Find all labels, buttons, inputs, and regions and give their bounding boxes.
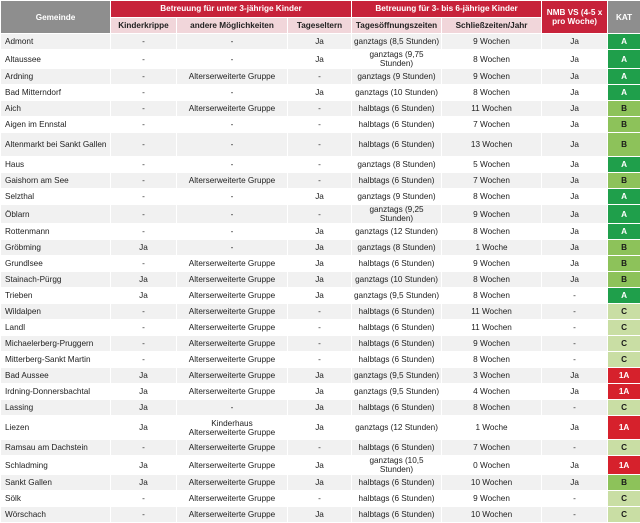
andere-cell: - xyxy=(177,240,288,256)
schliesszeiten-cell: 11 Wochen xyxy=(442,101,542,117)
andere-cell: Alterserweiterte Gruppe xyxy=(177,384,288,400)
tageseltern-cell: Ja xyxy=(288,384,352,400)
schliesszeiten-cell: 9 Wochen xyxy=(442,69,542,85)
kinderkrippe-cell: Ja xyxy=(111,240,177,256)
nmb-cell: - xyxy=(542,491,608,507)
table-row xyxy=(1,117,640,133)
kinderkrippe-cell: Ja xyxy=(111,384,177,400)
schliesszeiten-cell: 8 Wochen xyxy=(442,224,542,240)
col-header-kinderkrippe[interactable]: Kinderkrippe xyxy=(111,17,177,34)
nmb-cell: Ja xyxy=(542,272,608,288)
nmb-cell: Ja xyxy=(542,368,608,384)
table-row xyxy=(1,352,640,368)
oeffnungszeiten-cell: ganztags (12 Stunden) xyxy=(352,416,442,440)
oeffnungszeiten-cell: halbtags (6 Stunden) xyxy=(352,256,442,272)
oeffnungszeiten-cell: ganztags (10 Stunden) xyxy=(352,85,442,101)
gemeinde-cell: Altaussee xyxy=(1,50,111,69)
gemeinde-cell: Liezen xyxy=(1,416,111,440)
andere-cell: Alterserweiterte Gruppe xyxy=(177,304,288,320)
andere-cell: Alterserweiterte Gruppe xyxy=(177,272,288,288)
schliesszeiten-cell: 8 Wochen xyxy=(442,288,542,304)
schliesszeiten-cell: 11 Wochen xyxy=(442,304,542,320)
gemeinde-cell: Aigen im Ennstal xyxy=(1,117,111,133)
nmb-cell: Ja xyxy=(542,475,608,491)
oeffnungszeiten-cell: halbtags (6 Stunden) xyxy=(352,507,442,523)
gemeinde-cell: Michaelerberg-Pruggern xyxy=(1,336,111,352)
col-header-schliesszeiten[interactable]: Schließzeiten/Jahr xyxy=(442,17,542,34)
table-row xyxy=(1,157,640,173)
table-row xyxy=(1,50,640,69)
table-row xyxy=(1,224,640,240)
andere-cell: Alterserweiterte Gruppe xyxy=(177,320,288,336)
table-row xyxy=(1,133,640,157)
tageseltern-cell: - xyxy=(288,352,352,368)
nmb-cell: - xyxy=(542,336,608,352)
col-header-nmb[interactable]: NMB VS (4-5 x pro Woche) xyxy=(542,1,608,34)
table-row xyxy=(1,240,640,256)
table-row xyxy=(1,368,640,384)
gemeinde-cell: Landl xyxy=(1,320,111,336)
kat-badge: 1A xyxy=(608,368,640,384)
kinderkrippe-cell: - xyxy=(111,352,177,368)
oeffnungszeiten-cell: halbtags (6 Stunden) xyxy=(352,304,442,320)
nmb-cell: Ja xyxy=(542,117,608,133)
kat-badge: A xyxy=(608,157,640,173)
kat-badge: 1A xyxy=(608,416,640,440)
andere-cell: Alterserweiterte Gruppe xyxy=(177,368,288,384)
schliesszeiten-cell: 1 Woche xyxy=(442,240,542,256)
tageseltern-cell: Ja xyxy=(288,85,352,101)
kat-badge: C xyxy=(608,304,640,320)
nmb-cell: Ja xyxy=(542,256,608,272)
table-row xyxy=(1,456,640,475)
kinderkrippe-cell: - xyxy=(111,440,177,456)
andere-cell: Alterserweiterte Gruppe xyxy=(177,173,288,189)
table-row xyxy=(1,288,640,304)
kat-badge: A xyxy=(608,288,640,304)
andere-cell: - xyxy=(177,205,288,224)
gemeinde-cell: Haus xyxy=(1,157,111,173)
col-header-tageseltern[interactable]: Tageseltern xyxy=(288,17,352,34)
tageseltern-cell: - xyxy=(288,157,352,173)
gemeinde-cell: Ardning xyxy=(1,69,111,85)
andere-cell: Alterserweiterte Gruppe xyxy=(177,440,288,456)
gemeinde-cell: Gaishorn am See xyxy=(1,173,111,189)
table-row xyxy=(1,475,640,491)
table-row xyxy=(1,384,640,400)
nmb-cell: - xyxy=(542,320,608,336)
gemeinde-cell: Sankt Gallen xyxy=(1,475,111,491)
gemeinde-cell: Mitterberg-Sankt Martin xyxy=(1,352,111,368)
gemeinde-cell: Sölk xyxy=(1,491,111,507)
kat-badge: C xyxy=(608,400,640,416)
schliesszeiten-cell: 9 Wochen xyxy=(442,336,542,352)
oeffnungszeiten-cell: halbtags (6 Stunden) xyxy=(352,440,442,456)
kat-badge: B xyxy=(608,475,640,491)
gemeinde-cell: Aich xyxy=(1,101,111,117)
nmb-cell: Ja xyxy=(542,133,608,157)
kat-badge: B xyxy=(608,256,640,272)
tageseltern-cell: Ja xyxy=(288,272,352,288)
schliesszeiten-cell: 8 Wochen xyxy=(442,352,542,368)
table-body xyxy=(1,34,640,523)
kinderkrippe-cell: - xyxy=(111,173,177,189)
table-row xyxy=(1,34,640,50)
andere-cell: Alterserweiterte Gruppe xyxy=(177,69,288,85)
schliesszeiten-cell: 13 Wochen xyxy=(442,133,542,157)
tageseltern-cell: - xyxy=(288,440,352,456)
tageseltern-cell: Ja xyxy=(288,50,352,69)
kat-badge: C xyxy=(608,352,640,368)
andere-cell: Alterserweiterte Gruppe xyxy=(177,336,288,352)
oeffnungszeiten-cell: halbtags (6 Stunden) xyxy=(352,336,442,352)
kat-badge: B xyxy=(608,101,640,117)
nmb-cell: Ja xyxy=(542,69,608,85)
gemeinde-cell: Bad Aussee xyxy=(1,368,111,384)
kinderkrippe-cell: - xyxy=(111,256,177,272)
schliesszeiten-cell: 3 Wochen xyxy=(442,368,542,384)
oeffnungszeiten-cell: ganztags (9,5 Stunden) xyxy=(352,288,442,304)
kinderkrippe-cell: - xyxy=(111,507,177,523)
gemeinde-cell: Grundlsee xyxy=(1,256,111,272)
gemeinde-cell: Altenmarkt bei Sankt Gallen xyxy=(1,133,111,157)
tageseltern-cell: Ja xyxy=(288,240,352,256)
kinderkrippe-cell: Ja xyxy=(111,456,177,475)
kinderkrippe-cell: - xyxy=(111,50,177,69)
table-row xyxy=(1,189,640,205)
tageseltern-cell: - xyxy=(288,117,352,133)
gemeinde-cell: Rottenmann xyxy=(1,224,111,240)
kinderkrippe-cell: Ja xyxy=(111,475,177,491)
kinderkrippe-cell: - xyxy=(111,34,177,50)
schliesszeiten-cell: 8 Wochen xyxy=(442,400,542,416)
oeffnungszeiten-cell: halbtags (6 Stunden) xyxy=(352,475,442,491)
gemeinde-cell: Öblarn xyxy=(1,205,111,224)
schliesszeiten-cell: 7 Wochen xyxy=(442,173,542,189)
gemeinde-cell: Stainach-Pürgg xyxy=(1,272,111,288)
tageseltern-cell: - xyxy=(288,320,352,336)
nmb-cell: Ja xyxy=(542,240,608,256)
oeffnungszeiten-cell: halbtags (6 Stunden) xyxy=(352,400,442,416)
tageseltern-cell: - xyxy=(288,491,352,507)
andere-cell: - xyxy=(177,133,288,157)
oeffnungszeiten-cell: ganztags (8 Stunden) xyxy=(352,157,442,173)
table-row xyxy=(1,101,640,117)
kat-badge: B xyxy=(608,272,640,288)
andere-cell: Alterserweiterte Gruppe xyxy=(177,507,288,523)
schliesszeiten-cell: 10 Wochen xyxy=(442,507,542,523)
nmb-cell: - xyxy=(542,507,608,523)
andere-cell: Kinderhaus Alterserweiterte Gruppe xyxy=(177,416,288,440)
schliesszeiten-cell: 7 Wochen xyxy=(442,117,542,133)
gemeinde-cell: Ramsau am Dachstein xyxy=(1,440,111,456)
table-row xyxy=(1,507,640,523)
schliesszeiten-cell: 11 Wochen xyxy=(442,320,542,336)
oeffnungszeiten-cell: halbtags (6 Stunden) xyxy=(352,352,442,368)
oeffnungszeiten-cell: ganztags (9 Stunden) xyxy=(352,69,442,85)
tageseltern-cell: - xyxy=(288,69,352,85)
table-row xyxy=(1,173,640,189)
kat-badge: A xyxy=(608,34,640,50)
gemeinde-cell: Wörschach xyxy=(1,507,111,523)
oeffnungszeiten-cell: ganztags (9,5 Stunden) xyxy=(352,368,442,384)
schliesszeiten-cell: 9 Wochen xyxy=(442,256,542,272)
kat-badge: 1A xyxy=(608,384,640,400)
oeffnungszeiten-cell: halbtags (6 Stunden) xyxy=(352,117,442,133)
tageseltern-cell: Ja xyxy=(288,189,352,205)
oeffnungszeiten-cell: ganztags (12 Stunden) xyxy=(352,224,442,240)
kinderkrippe-cell: - xyxy=(111,336,177,352)
kat-badge: A xyxy=(608,224,640,240)
kinderkrippe-cell: Ja xyxy=(111,416,177,440)
oeffnungszeiten-cell: ganztags (9,5 Stunden) xyxy=(352,384,442,400)
tageseltern-cell: Ja xyxy=(288,34,352,50)
tageseltern-cell: Ja xyxy=(288,416,352,440)
nmb-cell: Ja xyxy=(542,189,608,205)
oeffnungszeiten-cell: ganztags (9,75 Stunden) xyxy=(352,50,442,69)
kat-badge: A xyxy=(608,205,640,224)
andere-cell: - xyxy=(177,400,288,416)
oeffnungszeiten-cell: ganztags (9,25 Stunden) xyxy=(352,205,442,224)
table-row xyxy=(1,336,640,352)
kat-badge: B xyxy=(608,240,640,256)
oeffnungszeiten-cell: halbtags (6 Stunden) xyxy=(352,133,442,157)
table-row xyxy=(1,416,640,440)
schliesszeiten-cell: 5 Wochen xyxy=(442,157,542,173)
andere-cell: - xyxy=(177,189,288,205)
col-header-andere[interactable]: andere Möglichkeiten xyxy=(177,17,288,34)
kat-badge: C xyxy=(608,440,640,456)
tageseltern-cell: Ja xyxy=(288,400,352,416)
kat-badge: B xyxy=(608,133,640,157)
kinderkrippe-cell: - xyxy=(111,189,177,205)
kat-badge: A xyxy=(608,69,640,85)
nmb-cell: Ja xyxy=(542,101,608,117)
nmb-cell: Ja xyxy=(542,224,608,240)
table-row xyxy=(1,440,640,456)
tageseltern-cell: Ja xyxy=(288,288,352,304)
col-group-under3: Betreuung für unter 3-jährige Kinder xyxy=(111,1,352,18)
oeffnungszeiten-cell: halbtags (6 Stunden) xyxy=(352,173,442,189)
kat-badge: C xyxy=(608,491,640,507)
table-row xyxy=(1,491,640,507)
tageseltern-cell: - xyxy=(288,173,352,189)
andere-cell: Alterserweiterte Gruppe xyxy=(177,288,288,304)
gemeinde-cell: Selzthal xyxy=(1,189,111,205)
gemeinde-cell: Wildalpen xyxy=(1,304,111,320)
col-header-oeffnungszeiten[interactable]: Tagesöffnungszeiten xyxy=(352,17,442,34)
kinderkrippe-cell: - xyxy=(111,205,177,224)
kat-badge: C xyxy=(608,507,640,523)
kat-badge: A xyxy=(608,189,640,205)
tageseltern-cell: Ja xyxy=(288,224,352,240)
schliesszeiten-cell: 0 Wochen xyxy=(442,456,542,475)
schliesszeiten-cell: 9 Wochen xyxy=(442,205,542,224)
schliesszeiten-cell: 8 Wochen xyxy=(442,272,542,288)
table-row xyxy=(1,400,640,416)
col-group-3to6: Betreuung für 3- bis 6-jährige Kinder xyxy=(352,1,542,18)
nmb-cell: Ja xyxy=(542,205,608,224)
nmb-cell: Ja xyxy=(542,173,608,189)
oeffnungszeiten-cell: ganztags (10 Stunden) xyxy=(352,272,442,288)
oeffnungszeiten-cell: halbtags (6 Stunden) xyxy=(352,491,442,507)
oeffnungszeiten-cell: ganztags (8 Stunden) xyxy=(352,240,442,256)
kinderkrippe-cell: - xyxy=(111,69,177,85)
oeffnungszeiten-cell: ganztags (8,5 Stunden) xyxy=(352,34,442,50)
andere-cell: - xyxy=(177,117,288,133)
andere-cell: - xyxy=(177,224,288,240)
kat-badge: 1A xyxy=(608,456,640,475)
nmb-cell: Ja xyxy=(542,157,608,173)
kinderkrippe-cell: Ja xyxy=(111,288,177,304)
kinderkrippe-cell: - xyxy=(111,157,177,173)
andere-cell: Alterserweiterte Gruppe xyxy=(177,475,288,491)
schliesszeiten-cell: 1 Woche xyxy=(442,416,542,440)
gemeinde-cell: Schladming xyxy=(1,456,111,475)
gemeinde-cell: Irdning-Donnersbachtal xyxy=(1,384,111,400)
nmb-cell: - xyxy=(542,400,608,416)
oeffnungszeiten-cell: ganztags (9 Stunden) xyxy=(352,189,442,205)
tageseltern-cell: Ja xyxy=(288,475,352,491)
schliesszeiten-cell: 8 Wochen xyxy=(442,50,542,69)
nmb-cell: Ja xyxy=(542,34,608,50)
andere-cell: - xyxy=(177,85,288,101)
kinderkrippe-cell: - xyxy=(111,85,177,101)
andere-cell: Alterserweiterte Gruppe xyxy=(177,491,288,507)
tageseltern-cell: - xyxy=(288,304,352,320)
nmb-cell: - xyxy=(542,304,608,320)
andere-cell: Alterserweiterte Gruppe xyxy=(177,256,288,272)
schliesszeiten-cell: 9 Wochen xyxy=(442,34,542,50)
kat-badge: A xyxy=(608,50,640,69)
table-row xyxy=(1,205,640,224)
oeffnungszeiten-cell: halbtags (6 Stunden) xyxy=(352,101,442,117)
nmb-cell: - xyxy=(542,440,608,456)
table-row xyxy=(1,272,640,288)
nmb-cell: Ja xyxy=(542,384,608,400)
andere-cell: - xyxy=(177,34,288,50)
table-row xyxy=(1,69,640,85)
kat-badge: B xyxy=(608,173,640,189)
kat-badge: C xyxy=(608,336,640,352)
kinderkrippe-cell: Ja xyxy=(111,400,177,416)
nmb-cell: Ja xyxy=(542,85,608,101)
kat-badge: B xyxy=(608,117,640,133)
kinderkrippe-cell: Ja xyxy=(111,272,177,288)
tageseltern-cell: - xyxy=(288,101,352,117)
tageseltern-cell: - xyxy=(288,205,352,224)
col-header-kat[interactable]: KAT xyxy=(608,1,640,34)
schliesszeiten-cell: 10 Wochen xyxy=(442,475,542,491)
nmb-cell: - xyxy=(542,352,608,368)
gemeinde-cell: Trieben xyxy=(1,288,111,304)
oeffnungszeiten-cell: ganztags (10,5 Stunden) xyxy=(352,456,442,475)
nmb-cell: Ja xyxy=(542,416,608,440)
kat-badge: A xyxy=(608,85,640,101)
kinderkrippe-cell: - xyxy=(111,491,177,507)
andere-cell: Alterserweiterte Gruppe xyxy=(177,352,288,368)
schliesszeiten-cell: 7 Wochen xyxy=(442,440,542,456)
andere-cell: - xyxy=(177,50,288,69)
kinderkrippe-cell: - xyxy=(111,320,177,336)
gemeinde-cell: Gröbming xyxy=(1,240,111,256)
nmb-cell: Ja xyxy=(542,456,608,475)
tageseltern-cell: Ja xyxy=(288,456,352,475)
kat-badge: C xyxy=(608,320,640,336)
schliesszeiten-cell: 8 Wochen xyxy=(442,189,542,205)
schliesszeiten-cell: 9 Wochen xyxy=(442,491,542,507)
nmb-cell: Ja xyxy=(542,50,608,69)
andere-cell: Alterserweiterte Gruppe xyxy=(177,456,288,475)
tageseltern-cell: - xyxy=(288,133,352,157)
table-row xyxy=(1,256,640,272)
andere-cell: Alterserweiterte Gruppe xyxy=(177,101,288,117)
tageseltern-cell: Ja xyxy=(288,368,352,384)
gemeinde-cell: Admont xyxy=(1,34,111,50)
kinderkrippe-cell: - xyxy=(111,224,177,240)
table-row xyxy=(1,320,640,336)
kinderkrippe-cell: - xyxy=(111,133,177,157)
schliesszeiten-cell: 8 Wochen xyxy=(442,85,542,101)
table-header xyxy=(1,1,640,34)
kinderkrippe-cell: - xyxy=(111,117,177,133)
tageseltern-cell: - xyxy=(288,336,352,352)
tageseltern-cell: Ja xyxy=(288,256,352,272)
schliesszeiten-cell: 4 Wochen xyxy=(442,384,542,400)
gemeinde-cell: Bad Mitterndorf xyxy=(1,85,111,101)
nmb-cell: - xyxy=(542,288,608,304)
table-row xyxy=(1,304,640,320)
kinderkrippe-cell: Ja xyxy=(111,368,177,384)
oeffnungszeiten-cell: halbtags (6 Stunden) xyxy=(352,320,442,336)
andere-cell: - xyxy=(177,157,288,173)
gemeinde-cell: Lassing xyxy=(1,400,111,416)
table-row xyxy=(1,85,640,101)
tageseltern-cell: Ja xyxy=(288,507,352,523)
col-header-gemeinde[interactable]: Gemeinde xyxy=(1,1,111,34)
kinderkrippe-cell: - xyxy=(111,101,177,117)
kinderkrippe-cell: - xyxy=(111,304,177,320)
